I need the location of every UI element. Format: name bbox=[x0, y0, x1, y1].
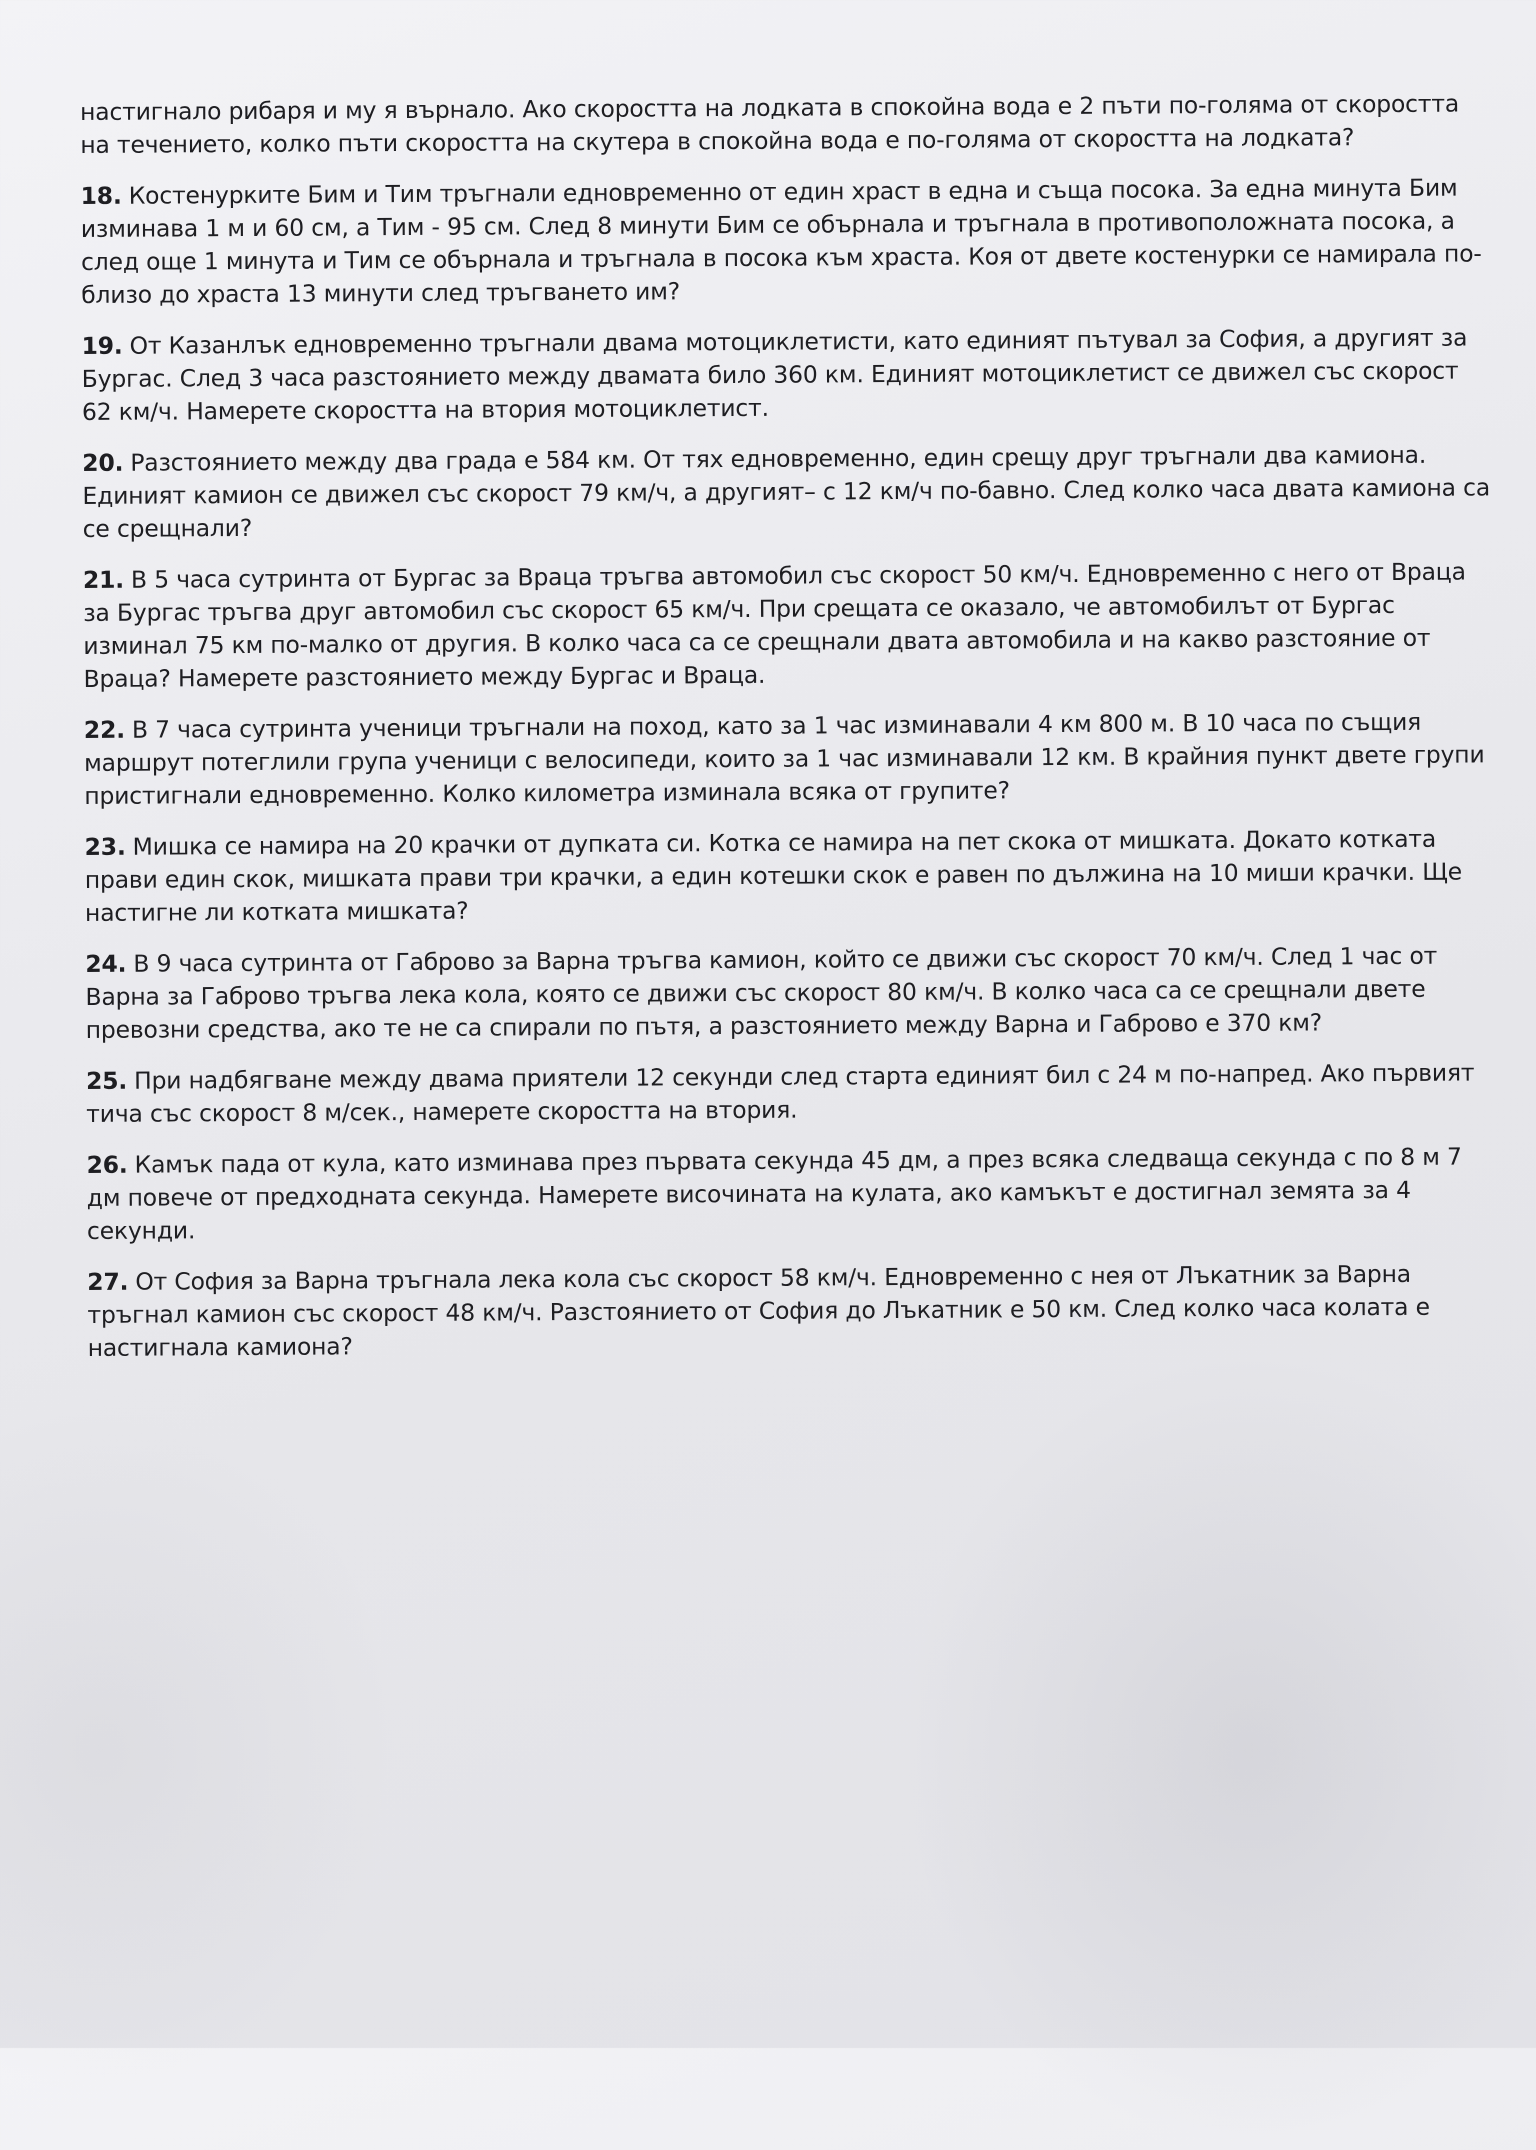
problem-text: В 9 часа сутринта от Габрово за Варна тръгва камион, който се движи със скорост 70 км/ч. След 1 час от Варна за Габрово тръгва лека кола, която се движи със скорост 80 км/ч. В колко часа са се срещнали двете превозни средства, ако те не са спирали по пътя, а разстоянието между Варна и Габрово е 370 км? bbox=[85, 941, 1438, 1044]
problem-number: 25. bbox=[85, 1066, 128, 1095]
problem-26 bbox=[86, 1140, 1497, 1248]
problem-text: При надбягване между двама приятели 12 секунди след старта единият бил с 24 м по-напред. Ако първият тича със скорост 8 м/сек., намерете скоростта на втория. bbox=[86, 1058, 1475, 1128]
problem-number: 26. bbox=[86, 1150, 128, 1179]
problem-17-continuation bbox=[80, 87, 1490, 162]
problem-list bbox=[80, 87, 1498, 1383]
problem-text: Разстоянието между два града е 584 км. От тях едновременно, един срещу друг тръгнали два камиона. Единият камион се движел със скорост 79 км/ч, а другият– с 12 км/ч по-бавно. След колко часа двата камиона са се срещнали? bbox=[82, 440, 1491, 543]
problem-number: 23. bbox=[84, 832, 126, 861]
problem-20 bbox=[82, 438, 1493, 546]
problem-text: В 5 часа сутринта от Бургас за Враца тръгва автомобил със скорост 50 км/ч. Едновременно с него от Враца за Бургас тръгва друг автомобил със скорост 65 км/ч. При срещата се оказало, че автомобилът от Бургас изминал 75 км по-малко от другия. В колко часа са се срещнали двата автомобила и на какво разстояние от Враца? Намерете разстоянието между Бургас и Враца. bbox=[83, 557, 1466, 693]
problem-19 bbox=[81, 321, 1492, 429]
problem-27 bbox=[87, 1257, 1498, 1365]
problem-text: Камък пада от кула, като изминава през първата секунда 45 дм, а през всяка следваща секунда с по 8 м 7 дм повече от предходната секунда. Намерете височината на кулата, ако камъкът е достигнал земята за 4 секунди. bbox=[86, 1142, 1462, 1245]
problem-23 bbox=[84, 822, 1495, 930]
problem-21 bbox=[83, 555, 1494, 696]
problem-number: 21. bbox=[82, 565, 125, 594]
problem-text: Костенурките Бим и Тим тръгнали едновременно от един храст в една и съща посока. За една минута Бим изминава 1 м и 60 см, а Тим - 95 см. След 8 минути Бим се обърнала и тръгнала в противоположната посока, а след още 1 минута и Тим се обърнала и тръгнала в посока към храста. Коя от двете костенурки се намирала по-близо до храста 13 минути след тръгването им? bbox=[80, 173, 1482, 309]
problem-22 bbox=[84, 705, 1495, 813]
problem-18 bbox=[81, 171, 1492, 312]
problem-number: 22. bbox=[83, 715, 125, 744]
problem-number: 24. bbox=[85, 949, 127, 978]
problem-number: 19. bbox=[81, 331, 123, 360]
problem-text: От Казанлък едновременно тръгнали двама мотоциклетисти, като единият пътувал за София, а другият за Бургас. След 3 часа разстоянието между двамата било 360 км. Единият мотоциклетист се движел със скорост 62 км/ч. Намерете скоростта на втория мотоциклетист. bbox=[81, 323, 1468, 426]
problem-24 bbox=[85, 939, 1496, 1047]
problem-number: 18. bbox=[80, 181, 122, 210]
problem-25 bbox=[86, 1056, 1496, 1131]
paper-shadow bbox=[900, 1350, 1536, 2150]
problem-text: настигнало рибаря и му я върнало. Ако скоростта на лодката в спокойна вода е 2 пъти по-голяма от скоростта на течението, колко пъти скоростта на скутера в спокойна вода е по-голяма от скоростта на лодката? bbox=[80, 89, 1460, 159]
problem-number: 20. bbox=[82, 448, 124, 477]
problem-text: В 7 часа сутринта ученици тръгнали на поход, като за 1 час изминавали 4 км 800 м. В 10 часа по същия маршрут потеглили група ученици с велосипеди, които за 1 час изминавали 12 км. В крайния пункт двете групи пристигнали едновременно. Колко километра изминала всяка от групите? bbox=[83, 707, 1485, 810]
problem-number: 27. bbox=[87, 1267, 129, 1296]
paper-shadow bbox=[0, 1400, 400, 2100]
problem-text: Мишка се намира на 20 крачки от дупката си. Котка се намира на пет скока от мишката. Докато котката прави един скок, мишката прави три крачки, а един котешки скок е равен по дължина на 10 миши крачки. Ще настигне ли котката мишката? bbox=[84, 824, 1463, 927]
problem-text: От София за Варна тръгнала лека кола със скорост 58 км/ч. Едновременно с нея от Лъкатник за Варна тръгнал камион със скорост 48 км/ч. Разстоянието от София до Лъкатник е 50 км. След колко часа колата е настигнала камиона? bbox=[87, 1259, 1430, 1362]
